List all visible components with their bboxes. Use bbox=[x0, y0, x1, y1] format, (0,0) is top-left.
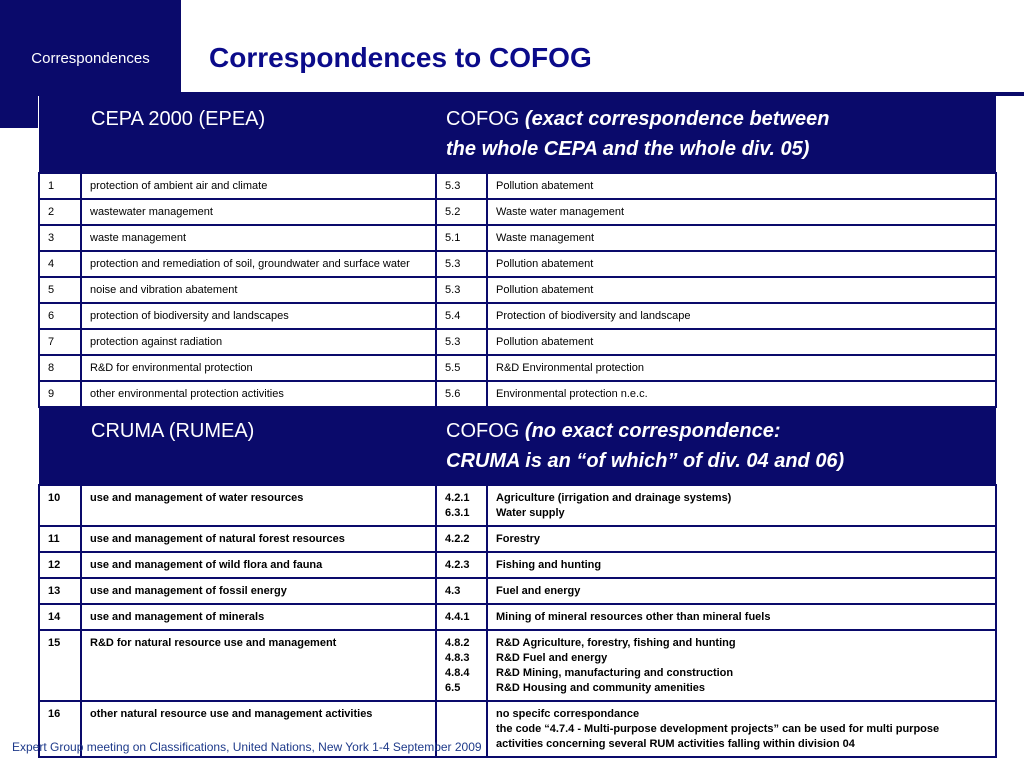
cofog-description-line: Mining of mineral resources other than mineral fuels bbox=[496, 611, 771, 623]
row-number: 13 bbox=[39, 578, 81, 604]
row-number: 6 bbox=[39, 303, 81, 329]
activity-name: waste management bbox=[81, 225, 436, 251]
cofog-code: 5.2 bbox=[436, 199, 487, 225]
section-header-left: CEPA 2000 (EPEA) bbox=[39, 96, 436, 173]
cofog-description: Pollution abatement bbox=[487, 277, 996, 303]
section-header-note-line1: (no exact correspondence: bbox=[524, 420, 781, 442]
cofog-description-line: R&D Agriculture, forestry, fishing and hunting bbox=[496, 637, 736, 649]
row-number: 1 bbox=[39, 173, 81, 199]
footer-text: Expert Group meeting on Classifications, United Nations, New York 1-4 September 2009 bbox=[12, 740, 482, 754]
activity-name: noise and vibration abatement bbox=[81, 277, 436, 303]
section-header-note-line2: CRUMA is an “of which” of div. 04 and 06) bbox=[446, 450, 845, 472]
row-number: 16 bbox=[39, 701, 81, 757]
cofog-description: Pollution abatement bbox=[487, 251, 996, 277]
cofog-code: 5.6 bbox=[436, 381, 487, 407]
activity-name: use and management of water resources bbox=[81, 485, 436, 526]
cofog-description bbox=[487, 485, 996, 526]
cofog-code: 5.3 bbox=[436, 173, 487, 199]
table-row bbox=[39, 526, 996, 552]
cofog-description-line: the code “4.7.4 - Multi-purpose development projects” can be used for multi purpose activities concerning several RUM activities falling within division 04 bbox=[496, 723, 940, 750]
row-number: 9 bbox=[39, 381, 81, 407]
cofog-code bbox=[436, 604, 487, 630]
cofog-code bbox=[436, 578, 487, 604]
cofog-code: 5.3 bbox=[436, 277, 487, 303]
row-number: 11 bbox=[39, 526, 81, 552]
cofog-code-line: 4.8.4 bbox=[445, 667, 470, 679]
section-header-cepa bbox=[39, 96, 996, 173]
cofog-code-line: 6.5 bbox=[445, 682, 461, 694]
cofog-description-line: R&D Mining, manufacturing and construction bbox=[496, 667, 734, 679]
row-number: 3 bbox=[39, 225, 81, 251]
cofog-description bbox=[487, 604, 996, 630]
row-number: 2 bbox=[39, 199, 81, 225]
table-row bbox=[39, 578, 996, 604]
cofog-description: Pollution abatement bbox=[487, 329, 996, 355]
row-number: 7 bbox=[39, 329, 81, 355]
section-header-left: CRUMA (RUMEA) bbox=[39, 407, 436, 485]
activity-name: use and management of fossil energy bbox=[81, 578, 436, 604]
section-header-prefix: COFOG bbox=[446, 420, 520, 442]
cofog-description bbox=[487, 701, 996, 757]
table-row bbox=[39, 604, 996, 630]
section-header-note-line2: the whole CEPA and the whole div. 05) bbox=[446, 138, 810, 160]
cofog-description-line: R&D Housing and community amenities bbox=[496, 682, 706, 694]
cofog-code-line: 4.8.3 bbox=[445, 652, 470, 664]
cofog-code bbox=[436, 485, 487, 526]
section-header-cruma bbox=[39, 407, 996, 485]
cofog-description-line: Water supply bbox=[496, 507, 565, 519]
activity-name: use and management of minerals bbox=[81, 604, 436, 630]
activity-name: protection of ambient air and climate bbox=[81, 173, 436, 199]
cofog-description: R&D Environmental protection bbox=[487, 355, 996, 381]
activity-name: use and management of natural forest resources bbox=[81, 526, 436, 552]
cofog-description bbox=[487, 552, 996, 578]
cofog-code bbox=[436, 526, 487, 552]
activity-name: protection of biodiversity and landscapes bbox=[81, 303, 436, 329]
cofog-description-line: Fuel and energy bbox=[496, 585, 581, 597]
row-number: 14 bbox=[39, 604, 81, 630]
table-row bbox=[39, 251, 996, 277]
cofog-description-line: Agriculture (irrigation and drainage systems) bbox=[496, 492, 732, 504]
row-number: 15 bbox=[39, 630, 81, 701]
cofog-code bbox=[436, 630, 487, 701]
table-row bbox=[39, 630, 996, 701]
section-label: Correspondences bbox=[31, 50, 150, 67]
table-row bbox=[39, 277, 996, 303]
cofog-description-line: R&D Fuel and energy bbox=[496, 652, 608, 664]
activity-name: R&D for natural resource use and management bbox=[81, 630, 436, 701]
table-row bbox=[39, 381, 996, 407]
row-number: 12 bbox=[39, 552, 81, 578]
row-number: 10 bbox=[39, 485, 81, 526]
section-header-right bbox=[436, 96, 996, 173]
cofog-code-line: 4.8.2 bbox=[445, 637, 470, 649]
cofog-description-line: no specifc correspondance bbox=[496, 708, 640, 720]
table-row bbox=[39, 199, 996, 225]
activity-name: use and management of wild flora and fauna bbox=[81, 552, 436, 578]
cofog-description: Pollution abatement bbox=[487, 173, 996, 199]
activity-name: other environmental protection activities bbox=[81, 381, 436, 407]
cofog-code bbox=[436, 552, 487, 578]
cofog-code-line: 4.4.1 bbox=[445, 611, 470, 623]
table-row bbox=[39, 552, 996, 578]
activity-name: other natural resource use and management activities bbox=[81, 701, 436, 757]
table-row bbox=[39, 303, 996, 329]
cofog-code-line: 4.2.2 bbox=[445, 533, 470, 545]
correspondence-table bbox=[38, 96, 997, 758]
cofog-code: 5.3 bbox=[436, 329, 487, 355]
table-row bbox=[39, 225, 996, 251]
table-row bbox=[39, 485, 996, 526]
cofog-description-line: Forestry bbox=[496, 533, 541, 545]
cofog-description bbox=[487, 526, 996, 552]
page-title: Correspondences to COFOG bbox=[209, 42, 592, 73]
section-header-prefix: COFOG bbox=[446, 108, 520, 130]
cofog-description: Environmental protection n.e.c. bbox=[487, 381, 996, 407]
cofog-description: Waste water management bbox=[487, 199, 996, 225]
cofog-code-line: 4.2.3 bbox=[445, 559, 470, 571]
cofog-code-line: 4.3 bbox=[445, 585, 461, 597]
cofog-description-line: Fishing and hunting bbox=[496, 559, 602, 571]
cofog-description bbox=[487, 630, 996, 701]
row-number: 5 bbox=[39, 277, 81, 303]
cofog-description: Waste management bbox=[487, 225, 996, 251]
cofog-code: 5.5 bbox=[436, 355, 487, 381]
section-header-note-line1: (exact correspondence between bbox=[524, 108, 830, 130]
table-row bbox=[39, 355, 996, 381]
activity-name: protection against radiation bbox=[81, 329, 436, 355]
cofog-description: Protection of biodiversity and landscape bbox=[487, 303, 996, 329]
cofog-description bbox=[487, 578, 996, 604]
section-header-right bbox=[436, 407, 996, 485]
cofog-code: 5.1 bbox=[436, 225, 487, 251]
activity-name: wastewater management bbox=[81, 199, 436, 225]
activity-name: R&D for environmental protection bbox=[81, 355, 436, 381]
cofog-code-line: 4.2.1 bbox=[445, 492, 470, 504]
activity-name: protection and remediation of soil, groundwater and surface water bbox=[81, 251, 436, 277]
cofog-code: 5.4 bbox=[436, 303, 487, 329]
table-row bbox=[39, 173, 996, 199]
cofog-code-line: 6.3.1 bbox=[445, 507, 470, 519]
table-row bbox=[39, 329, 996, 355]
row-number: 4 bbox=[39, 251, 81, 277]
row-number: 8 bbox=[39, 355, 81, 381]
cofog-code: 5.3 bbox=[436, 251, 487, 277]
